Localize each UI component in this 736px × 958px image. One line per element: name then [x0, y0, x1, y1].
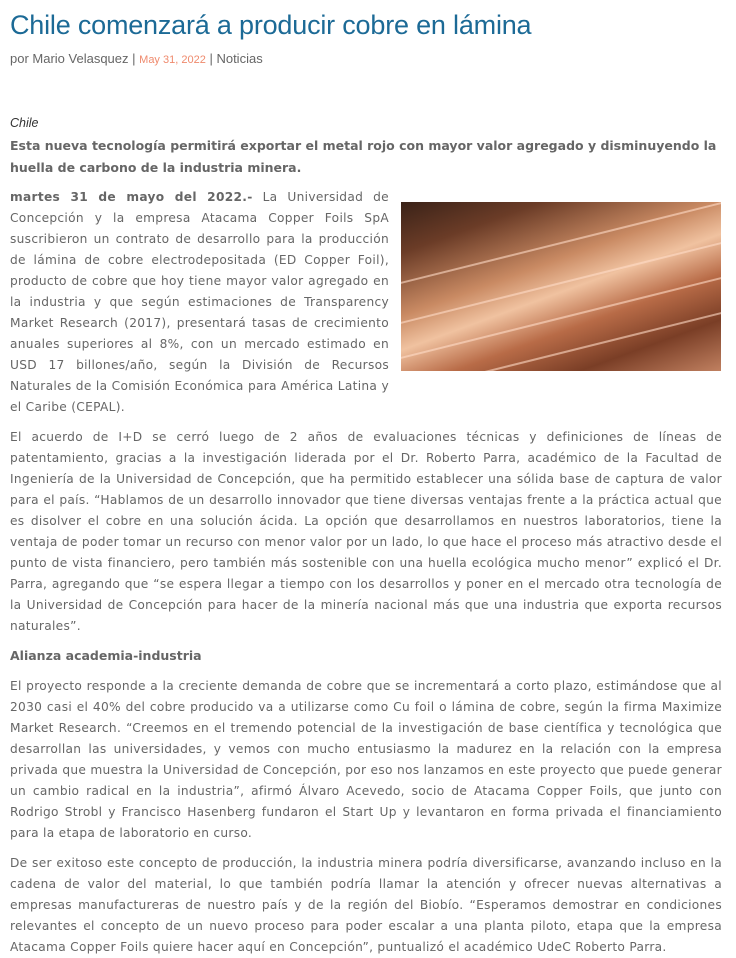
- location: Chile: [10, 116, 39, 130]
- paragraph: El acuerdo de I+D se cerró luego de 2 años de evaluaciones técnicas y definiciones de líneas de patentamiento, gracias a la investigación liderada por el Dr. Roberto Parra, académico de la Facultad de Ingeniería de la Universidad de Concepción, que ha permitido establecer una sólida base de captura de valor para el país. “Hablamos de un desarrollo innovador que tiene diversas ventajas frente a la práctica actual que es disolver el cobre en una solución ácida. La opción que desarrollamos en nuestros laboratorios, tiene la ventaja de poder tomar un recurso con menor valor por un lado, lo que hace el proceso más atractivo desde el punto de vista financiero, pero también más sostenible con una huella ecológica mucho menor” explicó el Dr. Parra, agregando que “se espera llegar a tiempo con los desarrollos y poner en el mercado otra tecnología de la Universidad de Concepción para hacer de la minería nacional más que una industria que exporta recursos naturales”.: [10, 430, 722, 633]
- article-lead: Esta nueva tecnología permitirá exportar el metal rojo con mayor valor agregado y disminuyendo la huella de carbono de la industria minera.: [10, 138, 717, 175]
- article-meta: [10, 51, 722, 66]
- section-heading: Alianza academia-industria: [10, 648, 202, 663]
- author-link[interactable]: por Mario Velasquez: [10, 51, 129, 66]
- meta-separator: |: [209, 51, 213, 66]
- copper-sheets-image: [401, 202, 721, 371]
- publish-date: May 31, 2022: [139, 54, 206, 66]
- article-title: Chile comenzará a producir cobre en lámina: [10, 10, 532, 40]
- paragraph: El proyecto responde a la creciente demanda de cobre que se incrementará a corto plazo, estimándose que al 2030 casi el 40% del cobre producido va a utilizarse como Cu foil o lámina de cobre, según la firma Maximize Market Research. “Creemos en el tremendo potencial de la investigación de base científica y tecnológica que desarrollan las universidades, y vemos con mucho entusiasmo la madurez en la relación con la empresa privada que muestra la Universidad de Concepción, por eso nos lanzamos en este proyecto que puede generar un cambio radical en la industria”, afirmó Álvaro Acevedo, socio de Atacama Copper Foils, que junto con Rodrigo Strobl y Francisco Hasenberg fundaron el Start Up y levantaron en forma privada el financiamiento para la etapa de laboratorio en curso.: [10, 679, 722, 840]
- paragraph: De ser exitoso este concepto de producción, la industria minera podría diversificarse, avanzando incluso en la cadena de valor del material, lo que también podría llamar la atención y ofrecer nuevas alternativas a empresas manufactureras de nuestro país y de la región del Biobío. “Esperamos demostrar en condiciones relevantes el concepto de un nuevo proceso para poder escalar a una planta piloto, etapa que la empresa Atacama Copper Foils quiere hacer aquí en Concepción”, puntualizó el académico UdeC Roberto Parra.: [10, 856, 722, 954]
- category-link[interactable]: Noticias: [216, 51, 263, 66]
- paragraph-text: La Universidad de Concepción y la empresa Atacama Copper Foils SpA suscribieron un contrato de desarrollo para la producción de lámina de cobre electrodepositada (ED Copper Foil), producto de cobre que hoy tiene mayor valor agregado en la industria y que según estimaciones de Transparency Market Research (2017), presentará tasas de crecimiento anuales superiores al 8%, con un mercado estimado en USD 17 billones/año, según la División de Recursos Naturales de la Comisión Económica para América Latina y el Caribe (CEPAL).: [10, 190, 389, 414]
- meta-separator: |: [132, 51, 136, 66]
- dateline: martes 31 de mayo del 2022.-: [10, 190, 253, 204]
